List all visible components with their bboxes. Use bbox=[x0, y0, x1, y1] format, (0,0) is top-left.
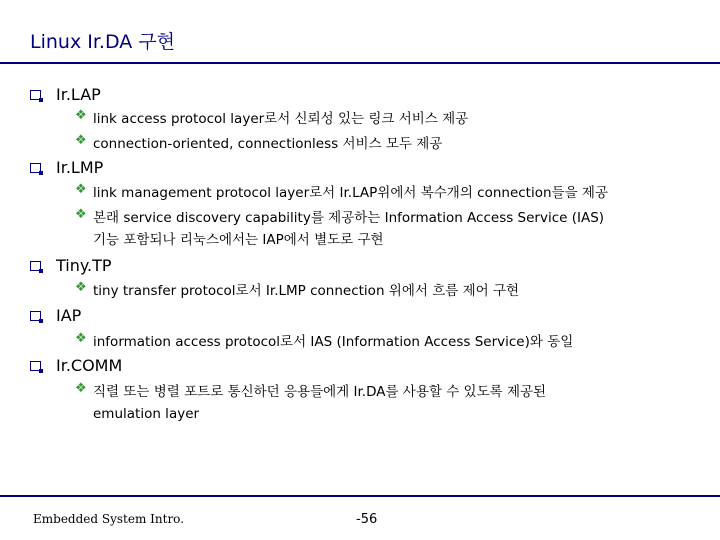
diamond-bullet-icon: ❖ bbox=[75, 207, 87, 222]
section-heading bbox=[30, 256, 112, 275]
section-heading-text: Ir.LMP bbox=[56, 158, 104, 177]
section-heading-text: Ir.LAP bbox=[56, 85, 101, 104]
footer-course-label: Embedded System Intro. bbox=[33, 512, 185, 526]
square-bullet-icon bbox=[30, 311, 41, 321]
bullet-text: information access protocol로서 IAS (Information Access Service)와 동일 bbox=[93, 334, 574, 350]
section-heading bbox=[30, 158, 103, 177]
bullet-item bbox=[75, 108, 468, 130]
diamond-bullet-icon: ❖ bbox=[75, 381, 87, 396]
diamond-bullet-icon: ❖ bbox=[75, 108, 87, 123]
square-bullet-icon bbox=[30, 361, 41, 371]
diamond-bullet-icon: ❖ bbox=[75, 280, 87, 295]
section-heading-text: IAP bbox=[56, 306, 82, 325]
bullet-text: tiny transfer protocol로서 Ir.LMP connection 위에서 흐름 제어 구현 bbox=[93, 283, 520, 299]
bullet-text: link management protocol layer로서 Ir.LAP위에서 복수개의 connection들을 제공 bbox=[93, 185, 608, 201]
bullet-text-continued: 기능 포함되나 리눅스에서는 IAP에서 별도로 구현 bbox=[93, 232, 384, 248]
bullet-text: 직렬 또는 병렬 포트로 통신하던 응용들에게 Ir.DA를 사용할 수 있도록 제공된 bbox=[93, 384, 547, 400]
page-number: -56 bbox=[356, 512, 378, 527]
bullet-item bbox=[75, 182, 608, 204]
section-heading bbox=[30, 306, 81, 325]
square-bullet-icon bbox=[30, 163, 41, 173]
square-bullet-icon bbox=[30, 90, 41, 100]
bullet-item bbox=[75, 331, 573, 353]
diamond-bullet-icon: ❖ bbox=[75, 133, 87, 148]
section-heading-text: Ir.COMM bbox=[56, 356, 123, 375]
slide-title: Linux Ir.DA 구현 bbox=[30, 31, 175, 53]
diamond-bullet-icon: ❖ bbox=[75, 331, 87, 346]
section-heading-text: Tiny.TP bbox=[56, 256, 112, 275]
title-divider bbox=[0, 62, 720, 64]
section-heading bbox=[30, 356, 122, 375]
bullet-item bbox=[75, 280, 519, 302]
bullet-text-continued: emulation layer bbox=[93, 406, 200, 422]
diamond-bullet-icon: ❖ bbox=[75, 182, 87, 197]
bullet-item bbox=[75, 133, 442, 155]
square-bullet-icon bbox=[30, 261, 41, 271]
bullet-text: 본래 service discovery capability를 제공하는 Information Access Service (IAS) bbox=[93, 210, 605, 226]
bullet-text: connection-oriented, connectionless 서비스 모두 제공 bbox=[93, 136, 443, 152]
bullet-item bbox=[75, 381, 546, 425]
section-heading bbox=[30, 85, 101, 104]
footer-divider bbox=[0, 495, 720, 497]
bullet-text: link access protocol layer로서 신뢰성 있는 링크 서비스 제공 bbox=[93, 111, 469, 127]
bullet-item bbox=[75, 207, 604, 251]
